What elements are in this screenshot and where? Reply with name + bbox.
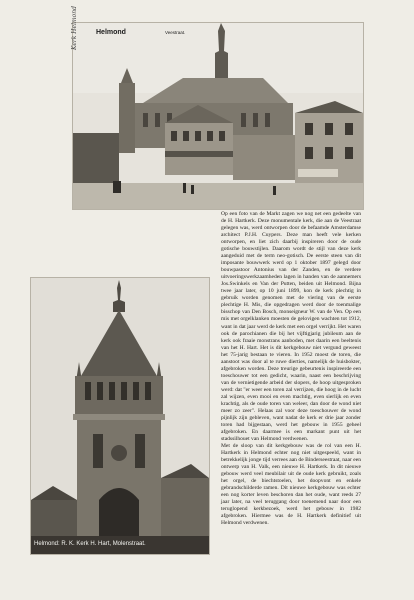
article-paragraph-1: Op een foto van de Markt zagen we nog net een gedeelte van de H. Hartkerk. Deze monumentale kerk, die aan de Veestraat gelegen was, werd ontworpen door de befaamde Amsterdamse architect P.J.H. Cuypers. Deze man heeft vele kerken ontworpen, en liet zich daarbij inspireren door de oude gotische bouwstijlen. Daarom wordt de stijl van deze kerk aangeduid met de term neo-gotisch. De eerste steen van dit imposante bouwwerk werd op 1 oktober 1897 gelegd door bouwpastoor Antonius van der Zanden, en de verdere uitvoeringswerkzaamheden lagen in handen van de aannemers Jos.Swinkels en Van der Putten, beiden uit Helmond. Bijna twee jaar later, op 10 juni 1899, kon de kerk plechtig in gebruik worden genomen met de viering van de eerste plechtige H. Mis, die opgedragen werd door de toenmalige bisschop van Den Bosch, monseigneur W. van de Ven. Op een mis met orgelklanken moesten de gelovigen wachten tot 1912, want in dat jaar werd de kerk met een orgel verrijkt. Het waren ook de parochianen die bij het vijftigjarig jubileum aan de kerk ook fraaie monstrans aanboden, met daarin een beeltenis van het H. Hart. Het is dit kerkgebouw niet vergund geweest het 75-jarig bestaan te vieren. In 1952 moest de toren, die aanstoot was door al te ruwe dierties, namelijk de huisbokter, afgebroken worden. Deze treurige gebeurtenis inspireerde een toeschouwer tot een gedicht, waarin, naast een beschrijving van de vernietigende arbeid der slopers, de hoop uitgesproken werd: dat "er weer een toren zal verrijzen, die hoog in de lucht zal wijzen, even mooi en even machtig, even sierlijk en even krachtig, als de oude toren van weleer, dan door de wond niet meer zo zeer". Helaas zal voor deze toeschouwer de wond pijnlijk zijn gebleven, want nadat de kerk er drie jaar zonder toren had bijgestaan, werd het gebouw in 1955 geheel afgebroken. En daarmee is een markant punt uit het stadssilhouet van Helmond verdwenen.	[221, 211, 361, 442]
church-tower-illustration	[31, 278, 209, 554]
article-paragraph-2: Met de sloop van dit kerkgebouw was de rol van een H. Hartkerk in Helmond echter nog niet uitgespeeld, want in betrekkelijk jonge tijd verrees aan de Binderseestraat, naar een ontwerp van H. Valk, een nieuwe H. Hartkerk. In dit nieuwe gebouw werd veel meubilair uit de oude kerk gebruikt, zoals het orgel, de biechtstoelen, het doopvont en enkele gebrandschilderde ramen. Dit nieuwe kerkgebouw was echter een nog korter leven beschoren dan het oude, want reeds 27 jaar later, na veel teruggang door toenemend naar door een teruglopend kerkbezoek, werd het gebouw in 1982 afgebroken. Hiermee was de H. Hartkerk definitief uit Helmond verdwenen.	[221, 443, 361, 527]
photo-top-subcaption: Veestraat.	[165, 30, 186, 35]
photo-veestraat	[72, 22, 364, 210]
veestraat-illustration	[73, 23, 363, 209]
photo-bottom-caption: Helmond: R. K. Kerk H. Hart, Molenstraat.	[34, 541, 146, 547]
photo-church-tower	[30, 277, 210, 555]
handwritten-note: Kerk Helmond	[71, 6, 78, 50]
photo-top-caption: Helmond	[96, 29, 126, 36]
